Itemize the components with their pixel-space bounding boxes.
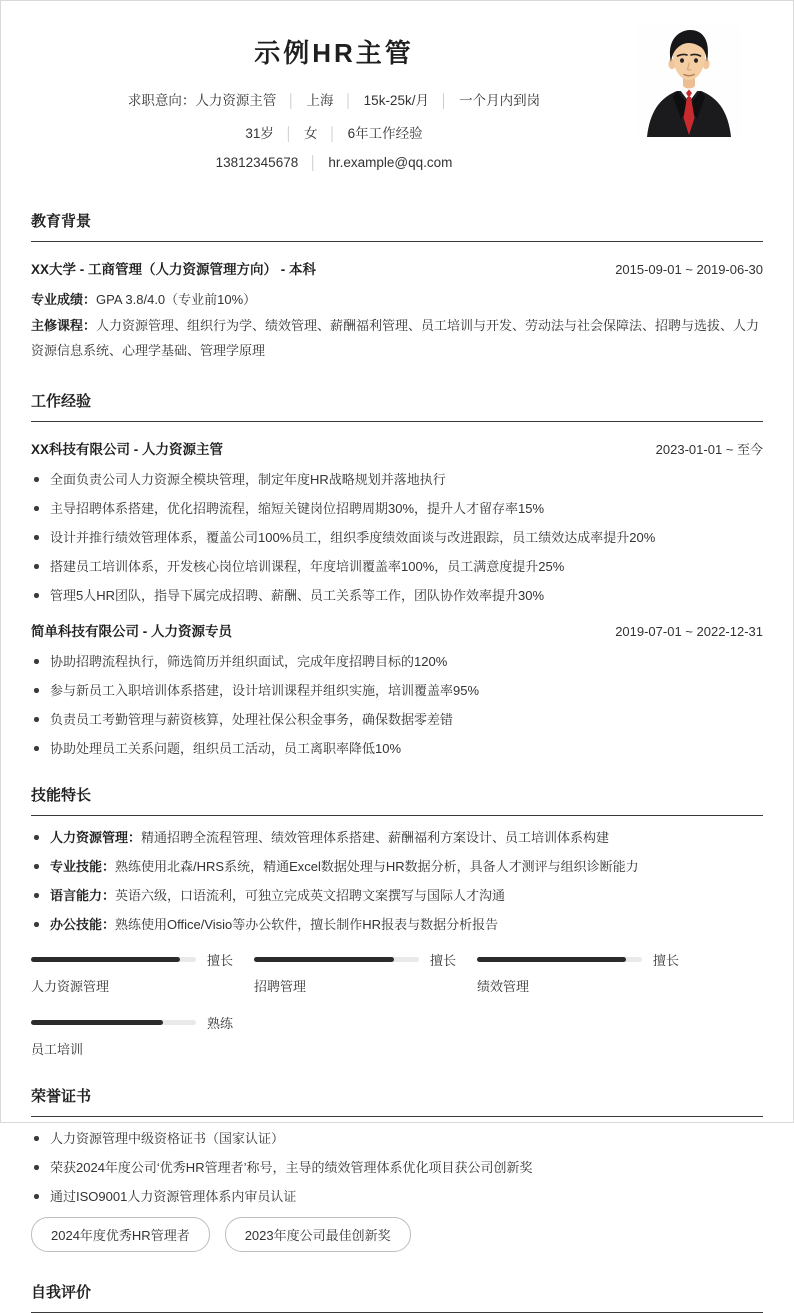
section-title-self-evaluation: 自我评价	[31, 1281, 763, 1313]
contact-item: │ 上海	[276, 93, 333, 108]
skill-label: 人力资源管理：	[50, 830, 142, 845]
resume-header	[31, 21, 763, 183]
education-gpa	[31, 287, 763, 312]
job-entry	[31, 438, 763, 604]
skill-bars	[31, 953, 763, 1058]
skill-bar-name: 招聘管理	[254, 979, 307, 994]
skill-label: 办公技能：	[50, 917, 116, 932]
skill-bar-row	[31, 1016, 254, 1029]
profile-photo	[637, 25, 741, 137]
job-bullet: 负责员工考勤管理与薪资核算，处理社保公积金事务，确保数据零差错	[31, 711, 763, 728]
contact-item: │ hr.example@qq.com	[298, 155, 452, 170]
section-title-skills: 技能特长	[31, 784, 763, 816]
job-bullet: 协助处理员工关系问题，组织员工活动，员工离职率降低10%	[31, 740, 763, 757]
skill-bar-level: 擅长	[653, 953, 680, 968]
skill-bar-name: 人力资源管理	[31, 979, 110, 994]
skill-bar-row	[31, 953, 254, 966]
contact-item: │ 女	[274, 126, 318, 141]
skill-bar-cell	[31, 953, 254, 995]
skill-bar-level: 擅长	[207, 953, 234, 968]
courses-value: 人力资源管理、组织行为学、绩效管理、薪酬福利管理、员工培训与开发、劳动法与社会保障法、招聘与选拔、人力资源信息系统、心理学基础、管理学原理	[31, 318, 760, 358]
skill-bar-name: 绩效管理	[477, 979, 530, 994]
gpa-value: GPA 3.8/4.0（专业前10%）	[96, 292, 257, 307]
skill-bar-track	[254, 957, 419, 962]
skill-bar-fill	[31, 957, 180, 962]
job-title: XX科技有限公司 - 人力资源主管	[31, 442, 224, 457]
job-bullet: 参与新员工入职培训体系搭建，设计培训课程并组织实施，培训覆盖率95%	[31, 682, 763, 699]
job-entry	[31, 620, 763, 757]
honor-badges	[31, 1217, 763, 1254]
honor-bullet: 荣获2024年度公司‘优秀HR管理者’称号，主导的绩效管理体系优化项目获公司创新奖	[31, 1159, 763, 1176]
job-title: 简单科技有限公司 - 人力资源专员	[31, 624, 232, 639]
skill-bullet	[31, 887, 763, 904]
courses-label: 主修课程：	[31, 318, 97, 333]
gpa-label: 专业成绩：	[31, 292, 97, 307]
contact-item: 人力资源主管	[195, 93, 277, 108]
skill-bar-name: 员工培训	[31, 1042, 84, 1057]
skill-bar-row	[477, 953, 700, 966]
job-bullet-list	[31, 653, 763, 757]
avatar-illustration	[637, 25, 741, 137]
job-bullet: 全面负责公司人力资源全模块管理，制定年度HR战略规划并落地执行	[31, 471, 763, 488]
intent-label: 求职意向：	[127, 93, 196, 108]
education-degree: XX大学 - 工商管理（人力资源管理方向） - 本科	[31, 262, 317, 277]
skill-bullet	[31, 916, 763, 933]
section-title-honors: 荣誉证书	[31, 1085, 763, 1117]
skill-bar-track	[477, 957, 642, 962]
skill-text: 熟练使用北森/HRS系统，精通Excel数据处理与HR数据分析，具备人才测评与组织诊断能力	[115, 859, 639, 874]
job-bullet: 设计并推行绩效管理体系，覆盖公司100%员工，组织季度绩效面谈与改进跟踪，员工绩效达成率提升20%	[31, 529, 763, 546]
education-date: 2015-09-01 ~ 2019-06-30	[615, 262, 763, 277]
skill-bar-track	[31, 957, 196, 962]
job-header-row	[31, 438, 763, 458]
honor-bullet-list	[31, 1130, 763, 1205]
skill-bullet	[31, 829, 763, 846]
job-bullet: 搭建员工培训体系，开发核心岗位培训课程，年度培训覆盖率100%，员工满意度提升25%	[31, 558, 763, 575]
skill-label: 专业技能：	[50, 859, 116, 874]
skill-bar-fill	[31, 1020, 163, 1025]
job-list	[31, 438, 763, 757]
section-title-experience: 工作经验	[31, 390, 763, 422]
skill-text: 熟练使用Office/Visio等办公软件，擅长制作HR报表与数据分析报告	[115, 917, 499, 932]
job-header-row	[31, 620, 763, 640]
contact-item: 13812345678	[215, 155, 299, 170]
section-title-education: 教育背景	[31, 210, 763, 242]
contact-item: │ 15k-25k/月	[334, 93, 429, 108]
skill-bar-fill	[254, 957, 394, 962]
contact-line-personal	[31, 122, 637, 142]
skill-bullet-list	[31, 829, 763, 933]
job-date: 2019-07-01 ~ 2022-12-31	[615, 624, 763, 639]
skill-bar-cell	[254, 953, 477, 995]
contact-line-intent	[31, 89, 637, 109]
skill-bar-cell	[31, 1016, 254, 1058]
skill-bar-level: 擅长	[430, 953, 457, 968]
contact-item: 31岁	[245, 126, 274, 141]
contact-item: │ 6年工作经验	[318, 126, 423, 141]
honor-badge: 2023年度公司最佳创新奖	[225, 1217, 411, 1252]
skill-bar-level: 熟练	[207, 1016, 234, 1031]
skill-text: 英语六级，口语流利，可独立完成英文招聘文案撰写与国际人才沟通	[115, 888, 506, 903]
skill-bar-fill	[477, 957, 626, 962]
contact-line-reach	[31, 155, 637, 170]
skill-bar-row	[254, 953, 477, 966]
skill-label: 语言能力：	[50, 888, 116, 903]
honor-badge: 2024年度优秀HR管理者	[31, 1217, 210, 1252]
honor-bullet: 通过ISO9001人力资源管理体系内审员认证	[31, 1188, 763, 1205]
skill-bar-cell	[477, 953, 700, 995]
skill-bullet	[31, 858, 763, 875]
job-bullet: 主导招聘体系搭建，优化招聘流程，缩短关键岗位招聘周期30%，提升人才留存率15%	[31, 500, 763, 517]
job-bullet: 管理5人HR团队，指导下属完成招聘、薪酬、员工关系等工作，团队协作效率提升30%	[31, 587, 763, 604]
job-bullet: 协助招聘流程执行，筛选简历并组织面试，完成年度招聘目标的120%	[31, 653, 763, 670]
job-bullet-list	[31, 471, 763, 604]
skill-text: 精通招聘全流程管理、绩效管理体系搭建、薪酬福利方案设计、员工培训体系构建	[141, 830, 610, 845]
job-date: 2023-01-01 ~ 至今	[655, 442, 763, 457]
candidate-name: 示例HR主管	[254, 38, 414, 68]
education-courses	[31, 313, 763, 363]
contact-item: │ 一个月内到岗	[429, 93, 540, 108]
education-entry	[31, 258, 763, 278]
skill-bar-track	[31, 1020, 196, 1025]
honor-bullet: 人力资源管理中级资格证书（国家认证）	[31, 1130, 763, 1147]
header-main	[31, 21, 637, 183]
